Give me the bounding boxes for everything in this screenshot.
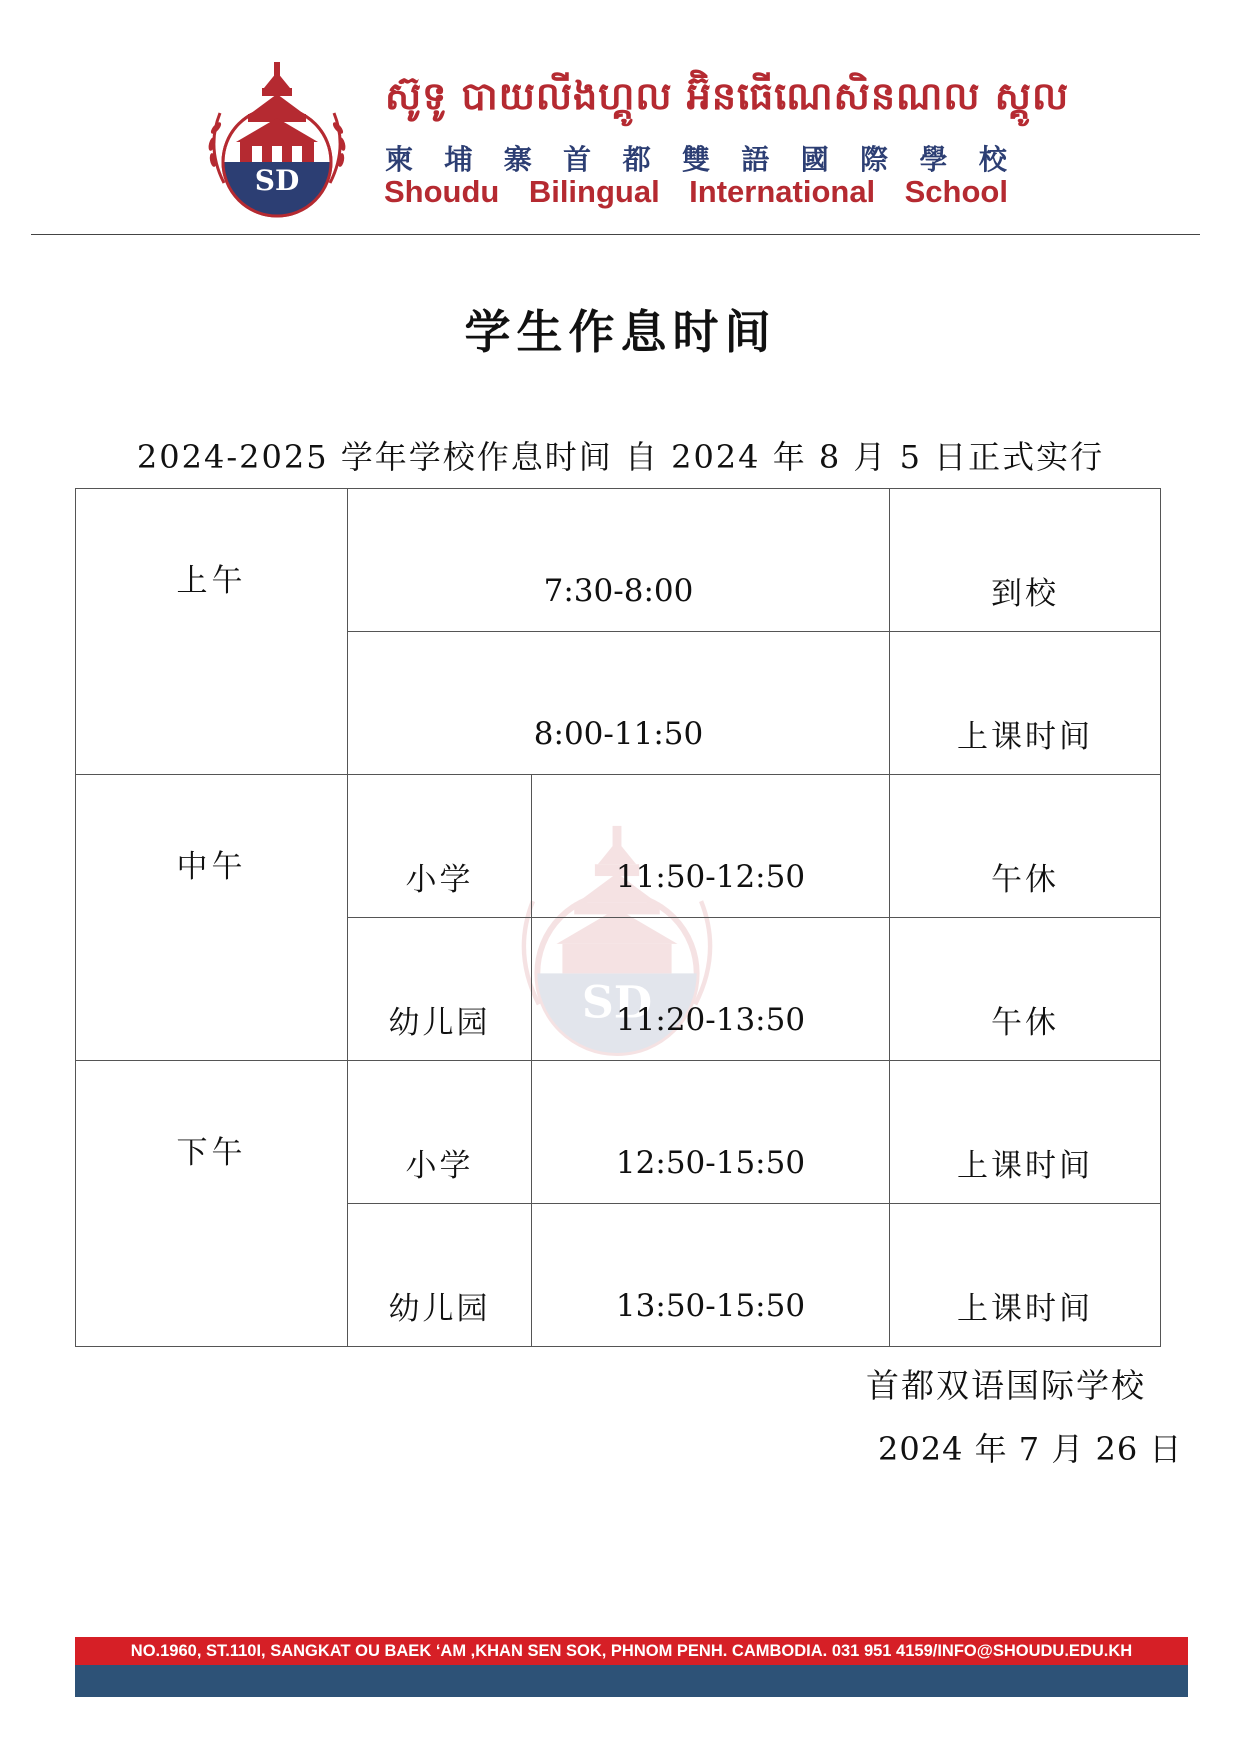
group-cell: 小学 <box>348 775 532 918</box>
school-name-english-word: Shoudu <box>384 174 500 209</box>
school-logo <box>202 58 352 218</box>
header-divider <box>31 234 1200 235</box>
school-name-chinese-char: 柬 <box>385 143 414 176</box>
table-row <box>76 775 1161 918</box>
table-row <box>76 489 1161 632</box>
group-cell: 幼儿园 <box>348 1204 532 1347</box>
school-name-english-word: School <box>904 174 1008 209</box>
period-noon: 中午 <box>76 775 348 1061</box>
footer-band <box>75 1665 1188 1697</box>
school-name-english-word: Bilingual <box>528 174 660 209</box>
school-name-chinese-char: 國 <box>800 143 829 176</box>
school-name-chinese <box>385 138 1007 178</box>
period-morning: 上午 <box>76 489 348 775</box>
school-name-chinese-char: 學 <box>919 143 948 176</box>
school-name-english <box>384 174 1008 210</box>
logo-initials: SD <box>254 164 300 197</box>
activity-cell: 上课时间 <box>890 1061 1161 1204</box>
table-row <box>76 1061 1161 1204</box>
signature-date: 2024 年 7 月 26 日 <box>878 1430 1183 1468</box>
time-cell: 11:50-12:50 <box>532 775 890 918</box>
school-name-khmer: ស៊ូទូ បាយលីងហ្គូល អ៊ិនធើណេសិនណល ស្គូល <box>385 74 1070 118</box>
time-cell: 8:00-11:50 <box>348 632 890 775</box>
time-cell: 7:30-8:00 <box>348 489 890 632</box>
activity-cell: 上课时间 <box>890 632 1161 775</box>
signature-organization: 首都双语国际学校 <box>866 1366 1146 1405</box>
school-name-chinese-char: 寨 <box>503 143 532 176</box>
footer-address: NO.1960, ST.110I, SANGKAT OU BAEK ‘AM ,KHAN SEN SOK, PHNOM PENH. CAMBODIA. 031 951 4159/INFO@SHOUDU.EDU.KH <box>75 1637 1188 1665</box>
school-name-chinese-char: 語 <box>741 143 770 176</box>
svg-text:SD: SD <box>581 976 653 1029</box>
activity-cell: 上课时间 <box>890 1204 1161 1347</box>
time-cell: 13:50-15:50 <box>532 1204 890 1347</box>
school-name-english-word: International <box>689 174 876 209</box>
group-cell: 小学 <box>348 1061 532 1204</box>
school-name-chinese-char: 雙 <box>681 143 710 176</box>
time-cell: 11:20-13:50 <box>532 918 890 1061</box>
school-name-chinese-char: 首 <box>563 143 592 176</box>
group-cell: 幼儿园 <box>348 918 532 1061</box>
activity-cell: 午休 <box>890 775 1161 918</box>
school-name-chinese-char: 際 <box>860 143 889 176</box>
school-name-chinese-char: 都 <box>622 143 651 176</box>
period-afternoon: 下午 <box>76 1061 348 1347</box>
schedule-table <box>75 488 1161 1347</box>
time-cell: 12:50-15:50 <box>532 1061 890 1204</box>
school-name-chinese-char: 校 <box>978 143 1007 176</box>
activity-cell: 午休 <box>890 918 1161 1061</box>
page-title: 学生作息时间 <box>464 305 777 359</box>
page-subtitle: 2024-2025 学年学校作息时间 自 2024 年 8 月 5 日正式实行 <box>136 438 1105 476</box>
school-name-chinese-char: 埔 <box>444 143 473 176</box>
activity-cell: 到校 <box>890 489 1161 632</box>
